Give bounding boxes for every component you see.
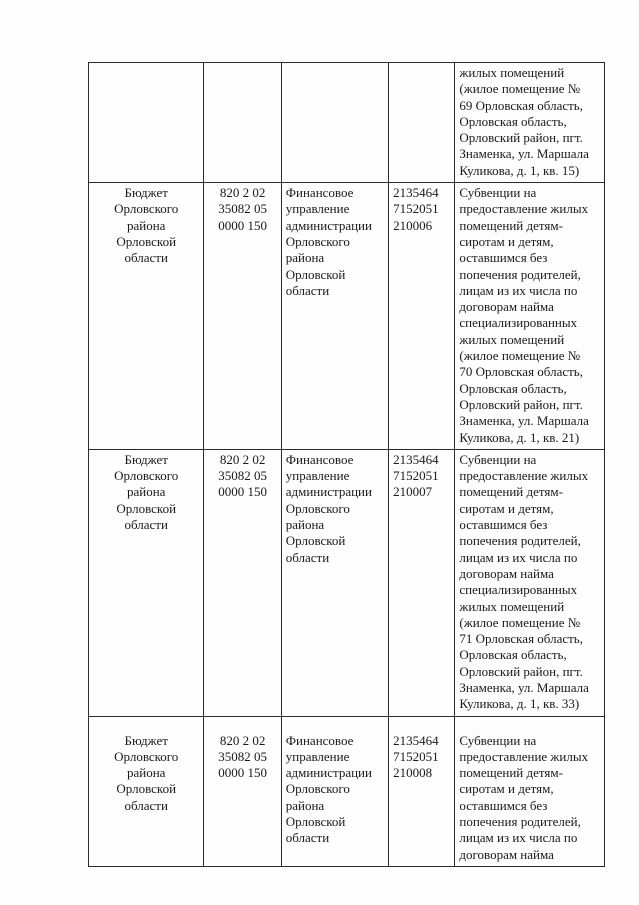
- budget-line: Бюджет: [124, 185, 168, 201]
- organization-line: района: [285, 797, 325, 813]
- organization-line: Финансовое: [285, 185, 354, 201]
- number-line: 7152051: [393, 201, 439, 217]
- number-cell: [389, 449, 455, 716]
- code-line: 820 2 02: [219, 732, 266, 748]
- budget-line: Орловской: [116, 233, 177, 249]
- budget-line: Бюджет: [124, 451, 168, 467]
- code-line: 35082 05: [218, 468, 267, 484]
- description-line: 70 Орловская область,: [459, 364, 583, 380]
- table-row: [89, 716, 605, 866]
- description-line: Орловская область,: [459, 113, 567, 129]
- description-line: оставшимся без: [459, 517, 548, 533]
- budget-line: района: [126, 484, 166, 500]
- organization-line: области: [285, 282, 330, 298]
- budget-line: района: [126, 217, 166, 233]
- organization-line: Финансовое: [285, 732, 354, 748]
- number-line: 2135464: [393, 185, 439, 201]
- organization-line: Орловского: [285, 500, 350, 516]
- organization-line: Орловской: [285, 814, 346, 830]
- description-line: предоставление жилых: [459, 748, 589, 764]
- description-line: Знаменка, ул. Маршала: [459, 146, 589, 162]
- description-line: (жилое помещение №: [459, 81, 581, 97]
- organization-cell: [281, 63, 388, 183]
- description-line: лицам из их числа по: [459, 549, 578, 565]
- organization-cell: [281, 183, 388, 450]
- budget-cell: [89, 183, 204, 450]
- organization-line: района: [285, 250, 325, 266]
- description-line: помещений детям-: [459, 217, 563, 233]
- description-line: договорам найма: [459, 846, 554, 862]
- organization-line: администрации: [285, 765, 372, 781]
- description-line: попечения родителей,: [459, 266, 581, 282]
- budget-cell: [89, 63, 204, 183]
- description-line: предоставление жилых: [459, 468, 589, 484]
- organization-line: управление: [285, 748, 350, 764]
- code-cell: [204, 63, 281, 183]
- description-line: помещений детям-: [459, 765, 563, 781]
- table-row: [89, 449, 605, 716]
- code-line: 35082 05: [218, 748, 267, 764]
- number-line: 7152051: [393, 468, 439, 484]
- budget-line: района: [126, 765, 166, 781]
- organization-line: Орловской: [285, 266, 346, 282]
- organization-line: администрации: [285, 217, 372, 233]
- budget-line: Орловского: [114, 468, 179, 484]
- description-line: сиротам и детям,: [459, 781, 554, 797]
- budget-line: Орловского: [114, 201, 179, 217]
- description-line: оставшимся без: [459, 250, 548, 266]
- description-line: сиротам и детям,: [459, 500, 554, 516]
- description-line: Куликова, д. 1, кв. 21): [459, 429, 580, 445]
- organization-line: Финансовое: [285, 451, 354, 467]
- organization-line: Орловского: [285, 781, 350, 797]
- budget-line: Бюджет: [124, 732, 168, 748]
- description-line: Знаменка, ул. Маршала: [459, 413, 589, 429]
- number-cell: [389, 183, 455, 450]
- number-cell: [389, 716, 455, 866]
- budget-line: Орловского: [114, 748, 179, 764]
- number-line: 2135464: [393, 451, 439, 467]
- budget-line: области: [124, 517, 168, 533]
- description-line: Орловская область,: [459, 647, 567, 663]
- organization-cell: [281, 716, 388, 866]
- number-line: 2135464: [393, 732, 439, 748]
- description-line: 71 Орловская область,: [459, 631, 583, 647]
- code-line: 0000 150: [218, 217, 267, 233]
- code-cell: [204, 716, 281, 866]
- description-cell: [455, 183, 605, 450]
- description-line: Орловский район, пгт.: [459, 663, 583, 679]
- description-line: 69 Орловская область,: [459, 97, 583, 113]
- description-line: специализированных: [459, 582, 578, 598]
- description-line: Знаменка, ул. Маршала: [459, 679, 589, 695]
- budget-line: области: [124, 797, 168, 813]
- description-line: Орловский район, пгт.: [459, 130, 583, 146]
- table-row: [89, 63, 605, 183]
- description-line: лицам из их числа по: [459, 830, 578, 846]
- subsidy-table: [88, 62, 605, 867]
- description-line: лицам из их числа по: [459, 282, 578, 298]
- organization-line: района: [285, 517, 325, 533]
- description-line: жилых помещений: [459, 65, 565, 80]
- description-cell: [455, 716, 605, 866]
- code-cell: [204, 183, 281, 450]
- description-line: оставшимся без: [459, 797, 548, 813]
- organization-line: области: [285, 830, 330, 846]
- organization-line: управление: [285, 201, 350, 217]
- description-line: договорам найма: [459, 565, 554, 581]
- description-cell: [455, 63, 605, 183]
- description-line: предоставление жилых: [459, 201, 589, 217]
- budget-line: Орловской: [116, 500, 177, 516]
- description-line: Субвенции на: [459, 451, 537, 467]
- budget-cell: [89, 716, 204, 866]
- code-line: 820 2 02: [219, 451, 266, 467]
- budget-line: области: [124, 250, 168, 266]
- organization-line: управление: [285, 468, 350, 484]
- description-line: попечения родителей,: [459, 814, 581, 830]
- code-line: 0000 150: [218, 765, 267, 781]
- description-line: жилых помещений: [459, 331, 565, 347]
- description-line: сиротам и детям,: [459, 233, 554, 249]
- description-line: жилых помещений: [459, 598, 565, 614]
- code-line: 820 2 02: [219, 185, 266, 201]
- code-cell: [204, 449, 281, 716]
- description-line: Куликова, д. 1, кв. 33): [459, 696, 580, 712]
- table-row: [89, 183, 605, 450]
- organization-line: Орловского: [285, 233, 350, 249]
- number-cell: [389, 63, 455, 183]
- code-line: 35082 05: [218, 201, 267, 217]
- description-line: (жилое помещение №: [459, 614, 581, 630]
- code-line: 0000 150: [218, 484, 267, 500]
- description-cell: [455, 449, 605, 716]
- number-line: 210008: [393, 765, 433, 781]
- organization-line: Орловской: [285, 533, 346, 549]
- description-line: (жилое помещение №: [459, 348, 581, 364]
- description-line: попечения родителей,: [459, 533, 581, 549]
- description-line: Субвенции на: [459, 185, 537, 201]
- description-line: помещений детям-: [459, 484, 563, 500]
- number-line: 210007: [393, 484, 433, 500]
- budget-cell: [89, 449, 204, 716]
- number-line: 7152051: [393, 748, 439, 764]
- organization-line: области: [285, 549, 330, 565]
- description-line: договорам найма: [459, 299, 554, 315]
- description-line: Субвенции на: [459, 732, 537, 748]
- number-line: 210006: [393, 217, 433, 233]
- description-line: Куликова, д. 1, кв. 15): [459, 162, 580, 178]
- description-line: Орловский район, пгт.: [459, 396, 583, 412]
- description-line: специализированных: [459, 315, 578, 331]
- organization-line: администрации: [285, 484, 372, 500]
- organization-cell: [281, 449, 388, 716]
- description-line: Орловская область,: [459, 380, 567, 396]
- budget-line: Орловской: [116, 781, 177, 797]
